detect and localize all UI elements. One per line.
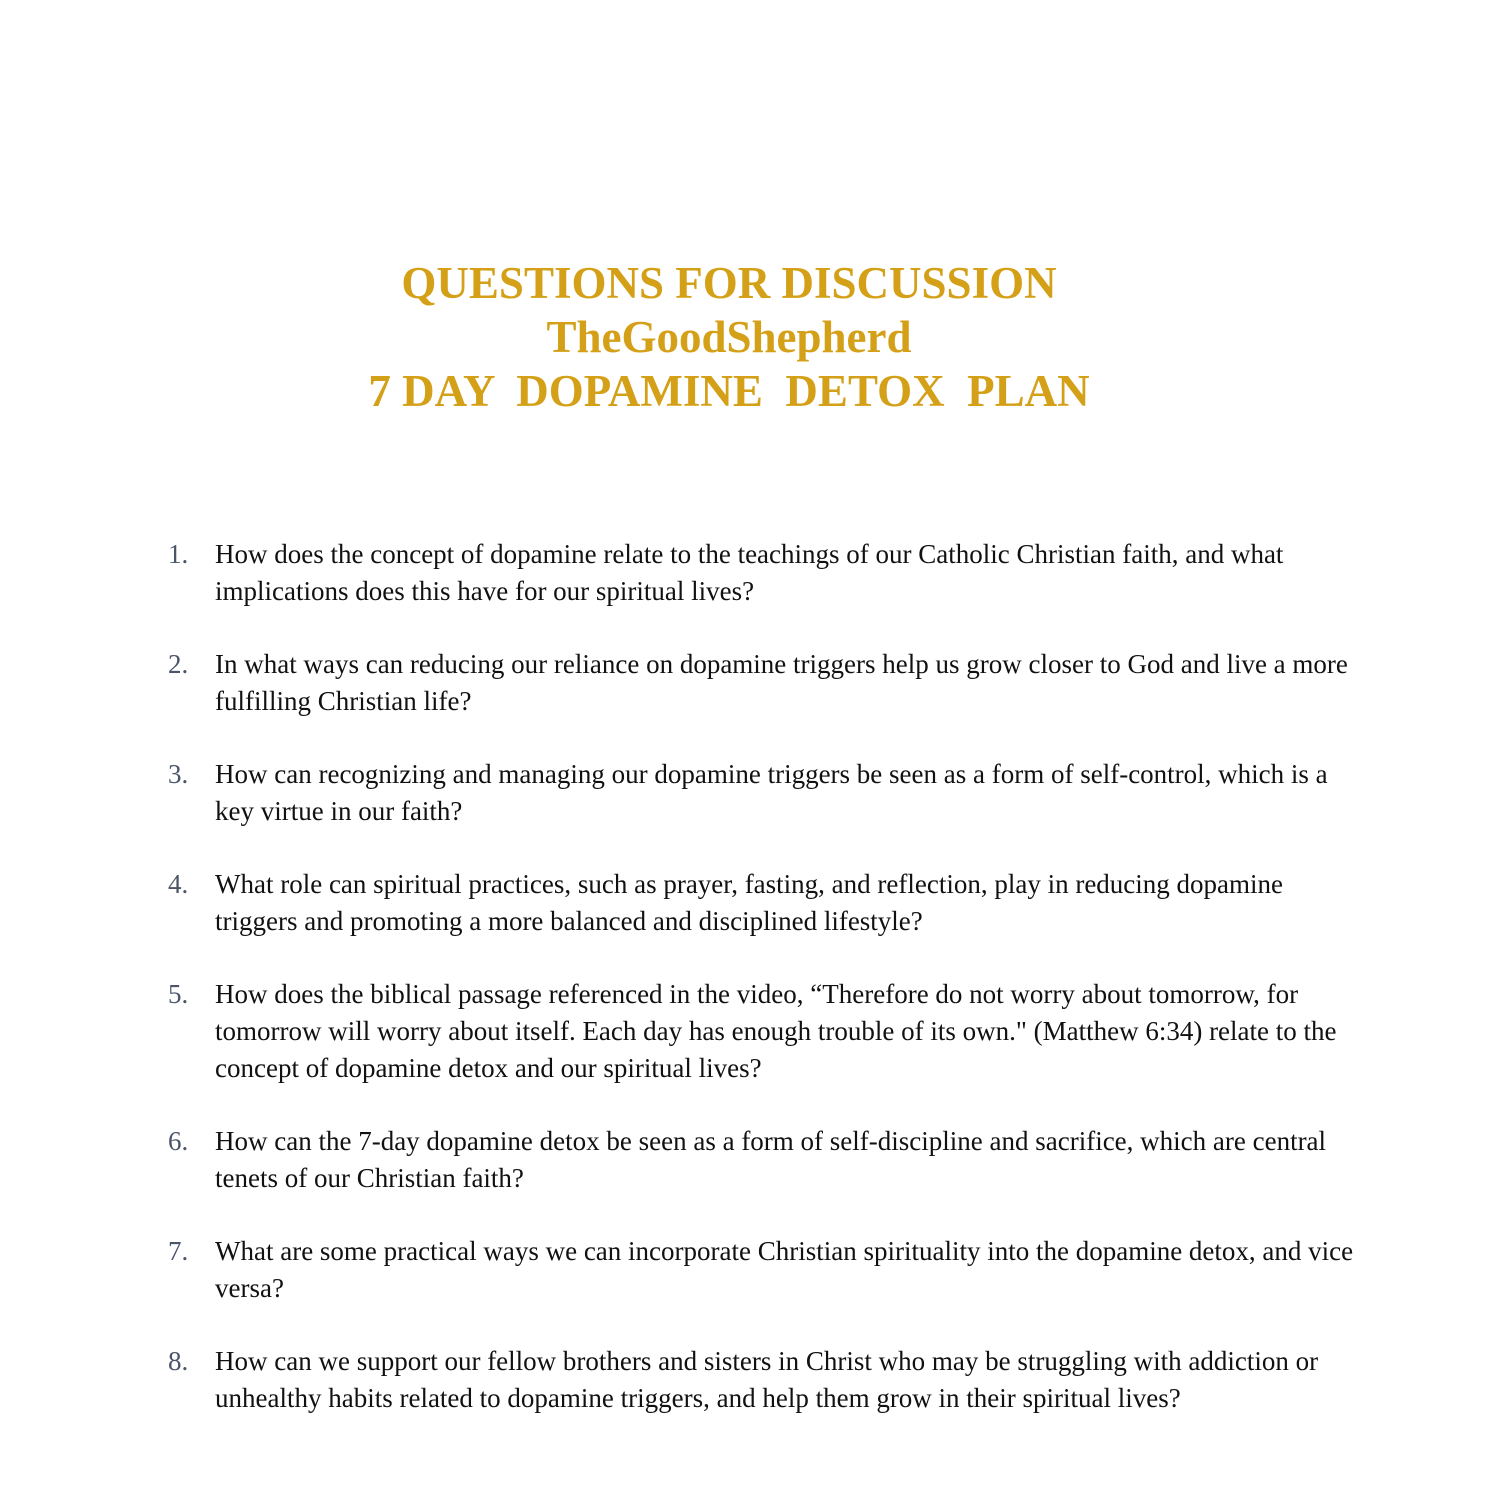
title-heading: QUESTIONS FOR DISCUSSION bbox=[401, 258, 1057, 308]
list-item-number: 3. bbox=[168, 759, 189, 789]
list-item-text: How does the concept of dopamine relate to the teachings of our Catholic Christian faith, and what implications does this have for our spiritual lives? bbox=[215, 539, 1284, 606]
list-item-number: 6. bbox=[168, 1126, 189, 1156]
list-item-text: In what ways can reducing our reliance on dopamine triggers help us grow closer to God and live a more fulfilling Christian life? bbox=[215, 649, 1348, 716]
list-item bbox=[0, 976, 1500, 1087]
list-item-text: How does the biblical passage referenced in the video, “Therefore do not worry about tomorrow, for tomorrow will worry about itself. Each day has enough trouble of its own." (Matthew 6:34) relate to the concept of dopamine detox and our spiritual lives? bbox=[215, 979, 1337, 1083]
list-item-text: How can we support our fellow brothers and sisters in Christ who may be struggling with addiction or unhealthy habits related to dopamine triggers, and help them grow in their spiritual lives? bbox=[215, 1346, 1319, 1413]
list-item-number: 1. bbox=[168, 539, 189, 569]
question-list bbox=[0, 536, 1500, 1453]
list-item-number: 2. bbox=[168, 649, 189, 679]
list-item-text: What are some practical ways we can incorporate Christian spirituality into the dopamine detox, and vice versa? bbox=[215, 1236, 1354, 1303]
list-item bbox=[0, 756, 1500, 830]
list-item-number: 8. bbox=[168, 1346, 189, 1376]
list-item bbox=[0, 1123, 1500, 1197]
list-item-number: 5. bbox=[168, 979, 189, 1009]
list-item-text: How can recognizing and managing our dopamine triggers be seen as a form of self-control, which is a key virtue in our faith? bbox=[215, 759, 1328, 826]
list-item bbox=[0, 1233, 1500, 1307]
list-item bbox=[0, 866, 1500, 940]
list-item bbox=[0, 646, 1500, 720]
list-item bbox=[0, 1343, 1500, 1417]
list-item bbox=[0, 536, 1500, 610]
list-item-number: 4. bbox=[168, 869, 189, 899]
title-subtitle: 7 DAY DOPAMINE DETOX PLAN bbox=[368, 366, 1090, 416]
title-author: TheGoodShepherd bbox=[546, 312, 912, 362]
list-item-text: How can the 7-day dopamine detox be seen as a form of self-discipline and sacrifice, which are central tenets of our Christian faith? bbox=[215, 1126, 1327, 1193]
list-item-text: What role can spiritual practices, such as prayer, fasting, and reflection, play in reducing dopamine triggers and promoting a more balanced and disciplined lifestyle? bbox=[215, 869, 1284, 936]
list-item-number: 7. bbox=[168, 1236, 189, 1266]
document-title bbox=[0, 256, 1458, 418]
